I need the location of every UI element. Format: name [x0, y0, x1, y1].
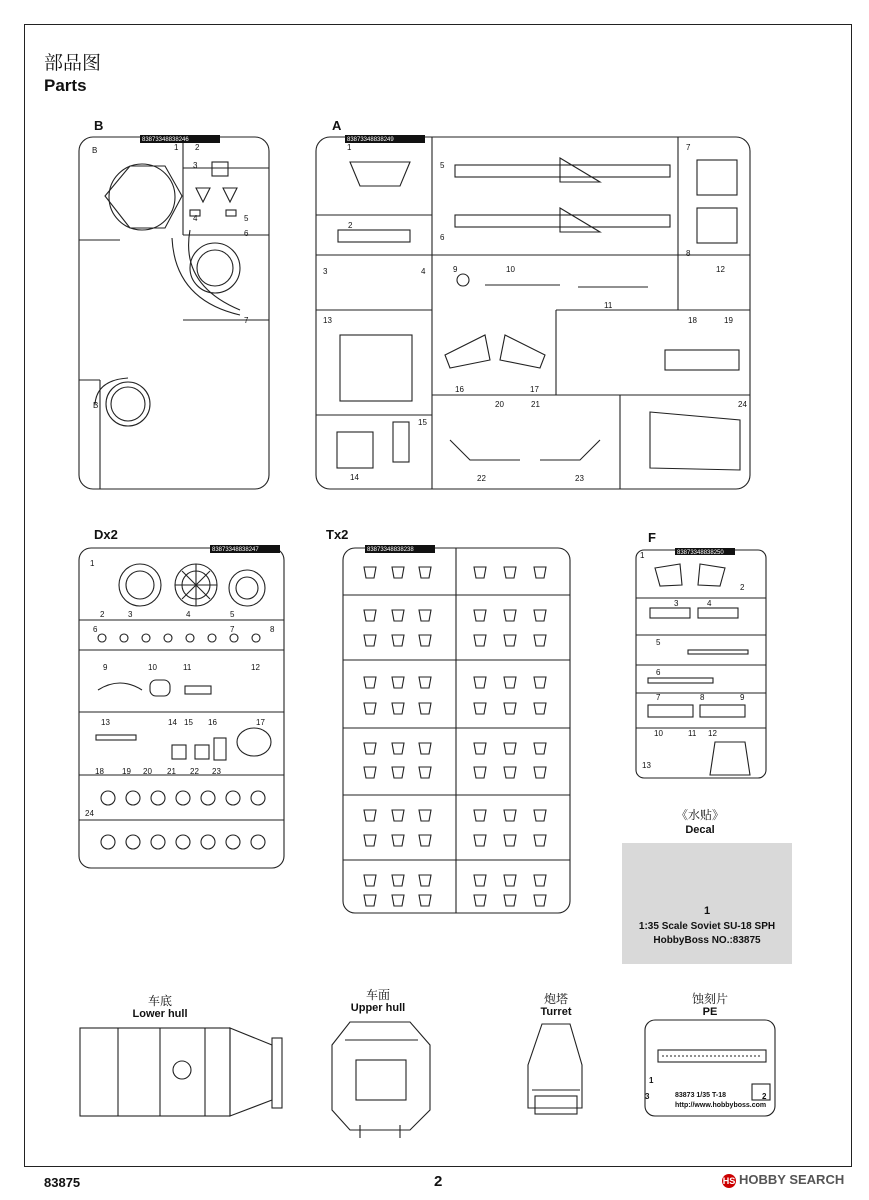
track-link — [474, 810, 486, 821]
d-part-3: 3 — [128, 610, 133, 619]
f-part-2: 2 — [740, 583, 745, 592]
track-link — [504, 895, 516, 906]
sprue-d-label: Dx2 — [94, 527, 118, 542]
d-part-15: 15 — [184, 718, 193, 727]
track-link — [474, 875, 486, 886]
lower-hull-drawing — [80, 1028, 282, 1116]
washer-part — [252, 634, 260, 642]
a-part-10: 10 — [506, 265, 515, 274]
road-wheel — [226, 835, 240, 849]
a-part-14: 14 — [350, 473, 359, 482]
a-part-7: 7 — [686, 143, 691, 152]
a-part-3: 3 — [323, 267, 328, 276]
track-link — [364, 895, 376, 906]
track-link — [474, 835, 486, 846]
page-title-cn: 部品图 — [44, 52, 102, 74]
hobby-search-logo — [722, 1172, 844, 1188]
a-part-12: 12 — [716, 265, 725, 274]
track-link — [504, 567, 516, 578]
decal-marker: 1 — [703, 905, 711, 917]
d-part-21: 21 — [167, 767, 176, 776]
sprue-a-label: A — [332, 118, 342, 133]
track-link — [392, 875, 404, 886]
a-part-19: 19 — [724, 316, 733, 325]
track-link — [392, 635, 404, 646]
track-link — [364, 677, 376, 688]
footer-page-number: 2 — [434, 1173, 443, 1190]
lower-hull-title-en: Lower hull — [132, 1008, 188, 1020]
track-link — [419, 635, 431, 646]
sprue-b-tag: B — [92, 146, 98, 155]
d-part-18: 18 — [95, 767, 104, 776]
track-link — [534, 567, 546, 578]
d-part-7: 7 — [230, 625, 235, 634]
d-part-20: 20 — [143, 767, 152, 776]
f-part-10: 10 — [654, 729, 663, 738]
a-part-18: 18 — [688, 316, 697, 325]
track-link — [474, 635, 486, 646]
track-link — [392, 567, 404, 578]
f-part-11: 11 — [688, 729, 697, 738]
sprue-f-label: F — [648, 530, 656, 545]
b-part-4: 4 — [193, 214, 198, 223]
track-link — [474, 703, 486, 714]
road-wheel — [251, 835, 265, 849]
track-link — [419, 810, 431, 821]
decal-line-1: 1:35 Scale Soviet SU-18 SPH — [638, 921, 776, 932]
lower-hull-title-cn: 车底 — [147, 994, 172, 1008]
b-part-1: 1 — [174, 143, 179, 152]
sprue-t-code: 83873348838238 — [367, 547, 414, 553]
d-part-17: 17 — [256, 718, 265, 727]
track-link — [364, 767, 376, 778]
d-part-2: 2 — [100, 610, 105, 619]
track-link — [364, 810, 376, 821]
track-link — [419, 743, 431, 754]
sprue-b-label: B — [94, 118, 104, 133]
sprue-t-label: Tx2 — [326, 527, 349, 542]
track-link — [392, 677, 404, 688]
f-part-1: 1 — [640, 551, 645, 560]
sprue-b — [79, 137, 269, 489]
washer-part — [186, 634, 194, 642]
d-part-12: 12 — [251, 663, 260, 672]
track-link — [364, 567, 376, 578]
track-link — [474, 567, 486, 578]
track-link — [504, 703, 516, 714]
track-link — [504, 743, 516, 754]
a-part-20: 20 — [495, 400, 504, 409]
track-link — [364, 835, 376, 846]
track-link — [504, 875, 516, 886]
sprue-b-code: 83873348838246 — [142, 137, 189, 143]
track-link — [534, 703, 546, 714]
decal-title-en: Decal — [685, 824, 715, 836]
track-link — [364, 703, 376, 714]
track-link — [392, 895, 404, 906]
track-link — [364, 875, 376, 886]
d-part-22: 22 — [190, 767, 199, 776]
sprue-f — [636, 550, 766, 778]
track-link — [504, 810, 516, 821]
road-wheel — [126, 791, 140, 805]
track-link — [419, 835, 431, 846]
a-part-5: 5 — [440, 161, 445, 170]
track-link — [504, 835, 516, 846]
road-wheel — [101, 835, 115, 849]
track-link — [419, 677, 431, 688]
track-link — [419, 567, 431, 578]
track-link — [474, 677, 486, 688]
b-part-6: 6 — [244, 229, 249, 238]
a-part-2: 2 — [348, 221, 353, 230]
track-link — [534, 835, 546, 846]
turret-drawing — [528, 1024, 582, 1114]
track-link — [419, 767, 431, 778]
f-part-12: 12 — [708, 729, 717, 738]
track-link — [364, 635, 376, 646]
d-part-4: 4 — [186, 610, 191, 619]
washer-part — [98, 634, 106, 642]
track-link — [419, 875, 431, 886]
washer-part — [230, 634, 238, 642]
track-link — [534, 610, 546, 621]
road-wheel — [176, 791, 190, 805]
washer-part — [120, 634, 128, 642]
track-link — [419, 895, 431, 906]
d-part-13: 13 — [101, 718, 110, 727]
decal-title-cn: 《水贴》 — [675, 808, 724, 822]
track-link — [474, 895, 486, 906]
a-part-15: 15 — [418, 418, 427, 427]
a-part-23: 23 — [575, 474, 584, 483]
track-link — [504, 767, 516, 778]
d-part-14: 14 — [168, 718, 177, 727]
track-link — [504, 635, 516, 646]
sprue-d — [79, 548, 284, 868]
a-part-17: 17 — [530, 385, 539, 394]
turret-title-en: Turret — [540, 1006, 572, 1018]
hobby-search-text: HOBBY SEARCH — [739, 1172, 845, 1187]
sprue-t-links — [364, 567, 546, 906]
d-part-1: 1 — [90, 559, 95, 568]
track-link — [474, 767, 486, 778]
b-part-7: 7 — [244, 316, 249, 325]
a-part-1: 1 — [347, 143, 352, 152]
track-link — [504, 677, 516, 688]
pe-part-3: 3 — [645, 1092, 650, 1101]
pe-part-1: 1 — [649, 1076, 654, 1085]
footer-product-code: 83875 — [44, 1175, 81, 1190]
pe-part-2: 2 — [762, 1092, 767, 1101]
track-link — [534, 677, 546, 688]
d-part-16: 16 — [208, 718, 217, 727]
track-link — [364, 743, 376, 754]
upper-hull-title-en: Upper hull — [350, 1002, 406, 1014]
track-link — [364, 610, 376, 621]
track-link — [392, 743, 404, 754]
pe-url: http://www.hobbyboss.com — [675, 1102, 767, 1109]
a-part-13: 13 — [323, 316, 332, 325]
road-wheel — [176, 835, 190, 849]
f-part-9: 9 — [740, 693, 745, 702]
road-wheel — [201, 835, 215, 849]
pe-text: 83873 1/35 T-18 — [675, 1092, 726, 1099]
washer-part — [142, 634, 150, 642]
a-part-6: 6 — [440, 233, 445, 242]
track-link — [534, 635, 546, 646]
washer-part — [208, 634, 216, 642]
a-part-21: 21 — [531, 400, 540, 409]
road-wheel — [101, 791, 115, 805]
road-wheel — [151, 791, 165, 805]
road-wheel — [201, 791, 215, 805]
d-part-23: 23 — [212, 767, 221, 776]
track-link — [474, 610, 486, 621]
track-link — [392, 835, 404, 846]
upper-hull-title-cn: 车面 — [365, 988, 390, 1002]
d-part-8: 8 — [270, 625, 275, 634]
pe-title-en: PE — [702, 1006, 718, 1018]
road-wheel — [151, 835, 165, 849]
f-part-7: 7 — [656, 693, 661, 702]
pe-title-cn: 蚀刻片 — [691, 992, 728, 1006]
track-link — [392, 703, 404, 714]
f-part-3: 3 — [674, 599, 679, 608]
d-part-10: 10 — [148, 663, 157, 672]
track-link — [534, 743, 546, 754]
a-part-9: 9 — [453, 265, 458, 274]
track-link — [534, 810, 546, 821]
washer-part — [164, 634, 172, 642]
track-link — [392, 610, 404, 621]
sprue-t — [343, 548, 570, 913]
sprue-f-code: 83873348838250 — [677, 550, 724, 556]
d-part-9: 9 — [103, 663, 108, 672]
f-part-8: 8 — [700, 693, 705, 702]
road-wheel — [251, 791, 265, 805]
track-link — [504, 610, 516, 621]
track-link — [392, 767, 404, 778]
sprue-a-code: 83873348838249 — [347, 137, 394, 143]
d-part-6: 6 — [93, 625, 98, 634]
b-part-2: 2 — [195, 143, 200, 152]
upper-hull-drawing — [332, 1022, 430, 1138]
a-part-22: 22 — [477, 474, 486, 483]
a-part-24: 24 — [738, 400, 747, 409]
a-part-11: 11 — [604, 301, 613, 310]
page-title-en: Parts — [44, 76, 87, 95]
hobby-search-icon: HS — [722, 1175, 736, 1186]
sprue-d-code: 83873348838247 — [212, 547, 259, 553]
sprue-b-tag-bottom: B — [93, 401, 99, 410]
f-part-4: 4 — [707, 599, 712, 608]
b-part-3: 3 — [193, 161, 198, 170]
sprue-d-wheels — [98, 634, 265, 849]
f-part-6: 6 — [656, 668, 661, 677]
track-link — [474, 743, 486, 754]
f-part-13: 13 — [642, 761, 651, 770]
d-part-5: 5 — [230, 610, 235, 619]
track-link — [534, 767, 546, 778]
track-link — [392, 810, 404, 821]
decal-line-2: HobbyBoss NO.:83875 — [653, 935, 761, 946]
b-part-5: 5 — [244, 214, 249, 223]
track-link — [534, 895, 546, 906]
d-part-24: 24 — [85, 809, 94, 818]
d-part-11: 11 — [183, 663, 192, 672]
road-wheel — [126, 835, 140, 849]
road-wheel — [226, 791, 240, 805]
track-link — [419, 703, 431, 714]
decal-sheet — [622, 843, 792, 964]
track-link — [419, 610, 431, 621]
a-part-4: 4 — [421, 267, 426, 276]
f-part-5: 5 — [656, 638, 661, 647]
turret-title-cn: 炮塔 — [543, 992, 568, 1006]
a-part-8: 8 — [686, 249, 691, 258]
track-link — [534, 875, 546, 886]
sprue-a — [316, 137, 750, 489]
a-part-16: 16 — [455, 385, 464, 394]
d-part-19: 19 — [122, 767, 131, 776]
